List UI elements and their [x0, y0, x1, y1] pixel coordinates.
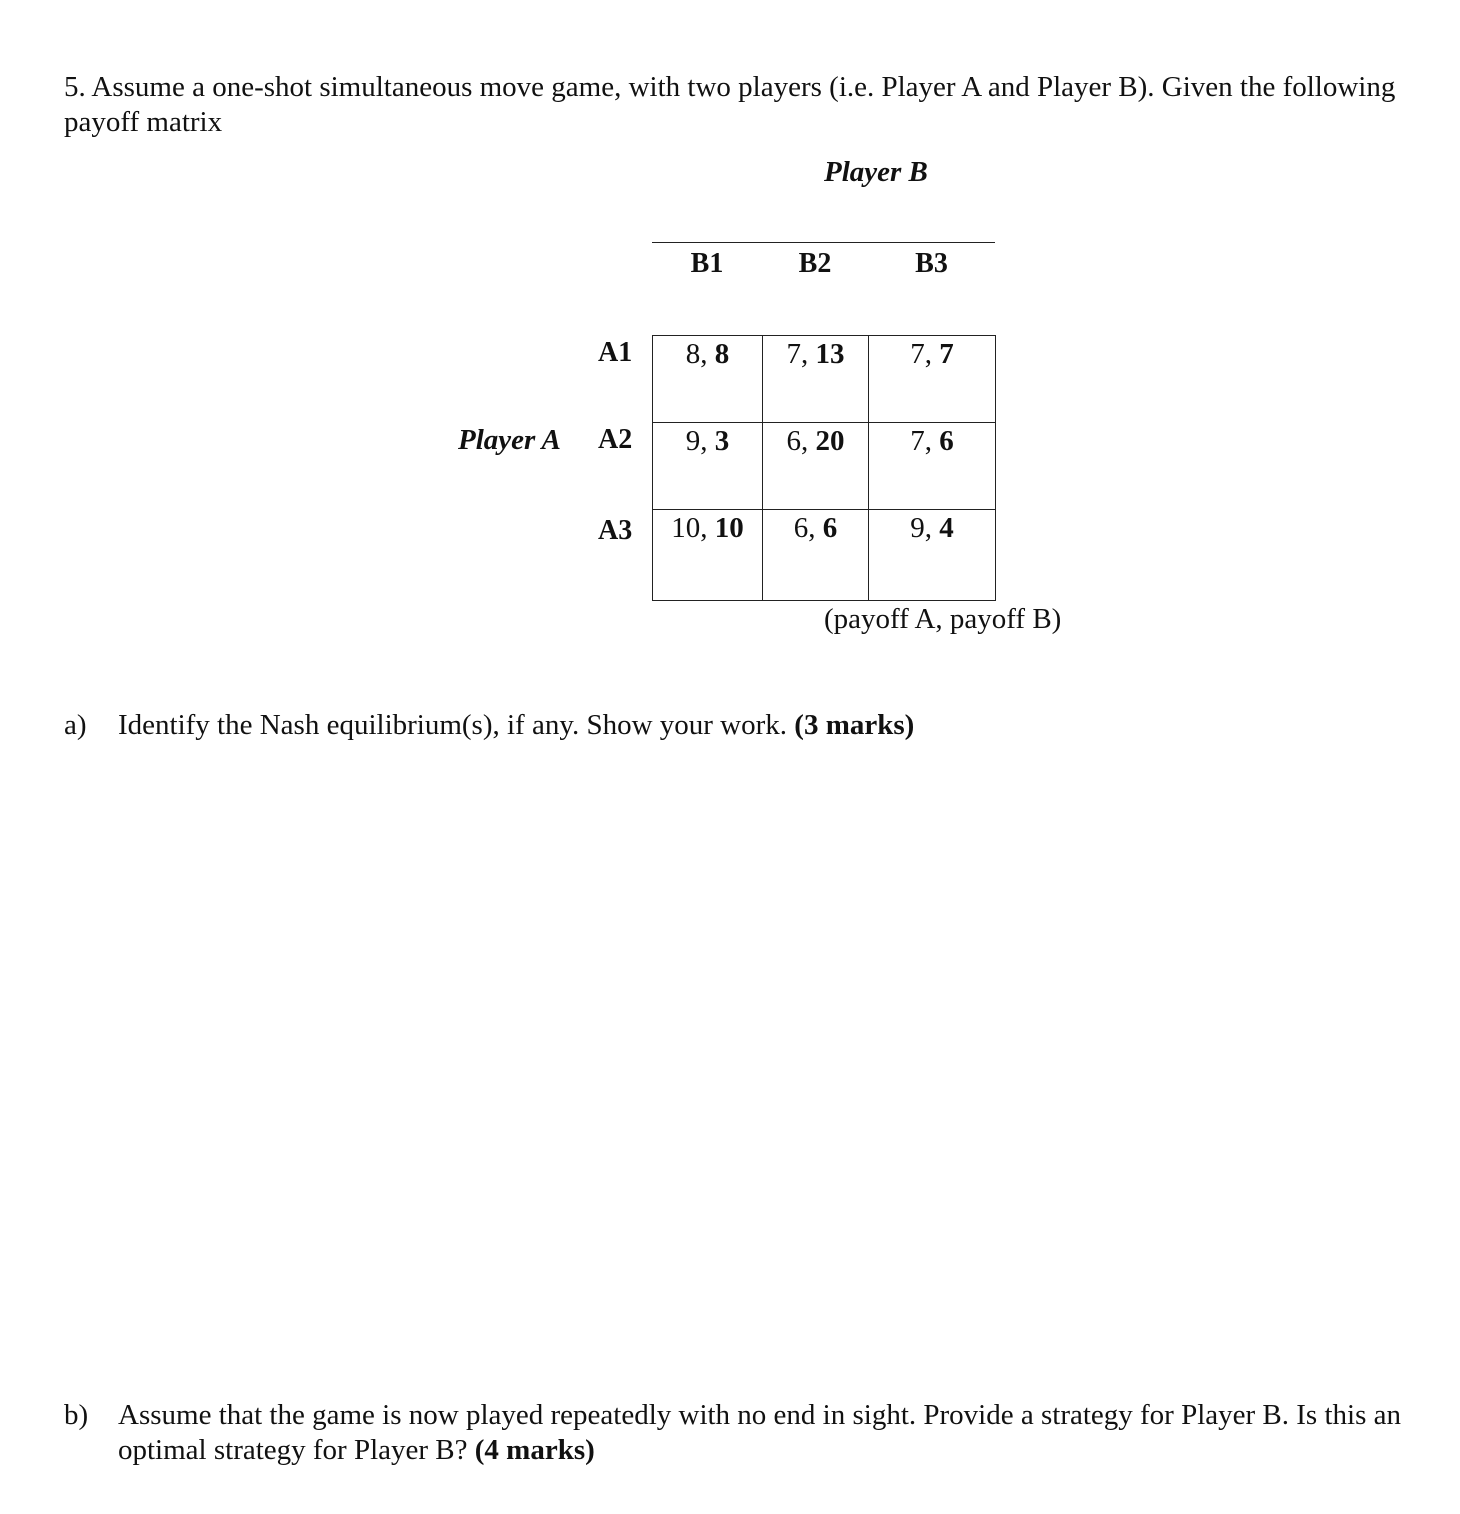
header-rule [652, 242, 995, 243]
payoff-matrix [652, 335, 996, 601]
row-header-a1: A1 [598, 337, 633, 368]
question-a-marks: (3 marks) [794, 709, 915, 741]
question-b-label: b) [64, 1399, 89, 1431]
question-a-label: a) [64, 709, 87, 741]
player-b-label: Player B [824, 156, 928, 188]
payoff-cell: 10, 10 [653, 510, 763, 601]
matrix-row-a2 [653, 423, 996, 510]
question-b-text: Assume that the game is now played repeatedly with no end in sight. Provide a strategy for Player B. Is this an optimal strategy for Player B? (4 marks) [118, 1399, 1401, 1466]
question-b-marks: (4 marks) [474, 1434, 595, 1466]
matrix-row-a3 [653, 510, 996, 601]
column-header-b3: B3 [915, 248, 948, 279]
question-b [64, 1398, 1401, 1466]
question-a-text: Identify the Nash equilibrium(s), if any. Show your work. (3 marks) [118, 709, 915, 741]
payoff-cell: 7, 7 [869, 336, 996, 423]
question-a [64, 708, 915, 743]
payoff-cell: 7, 13 [763, 336, 869, 423]
row-header-a2: A2 [598, 424, 633, 455]
payoff-cell: 8, 8 [653, 336, 763, 423]
payoff-legend: (payoff A, payoff B) [824, 603, 1062, 635]
question-intro: 5. Assume a one-shot simultaneous move game, with two players (i.e. Player A and Player B). Given the following payoff matrix [64, 71, 1396, 138]
payoff-cell: 6, 20 [763, 423, 869, 510]
payoff-cell: 9, 3 [653, 423, 763, 510]
player-a-label: Player A [458, 424, 561, 456]
column-header-b2: B2 [798, 248, 832, 279]
matrix-row-a1 [653, 336, 996, 423]
payoff-cell: 9, 4 [869, 510, 996, 601]
payoff-cell: 7, 6 [869, 423, 996, 510]
row-header-a3: A3 [598, 515, 633, 546]
column-header-b1: B1 [690, 248, 724, 279]
payoff-cell: 6, 6 [763, 510, 869, 601]
